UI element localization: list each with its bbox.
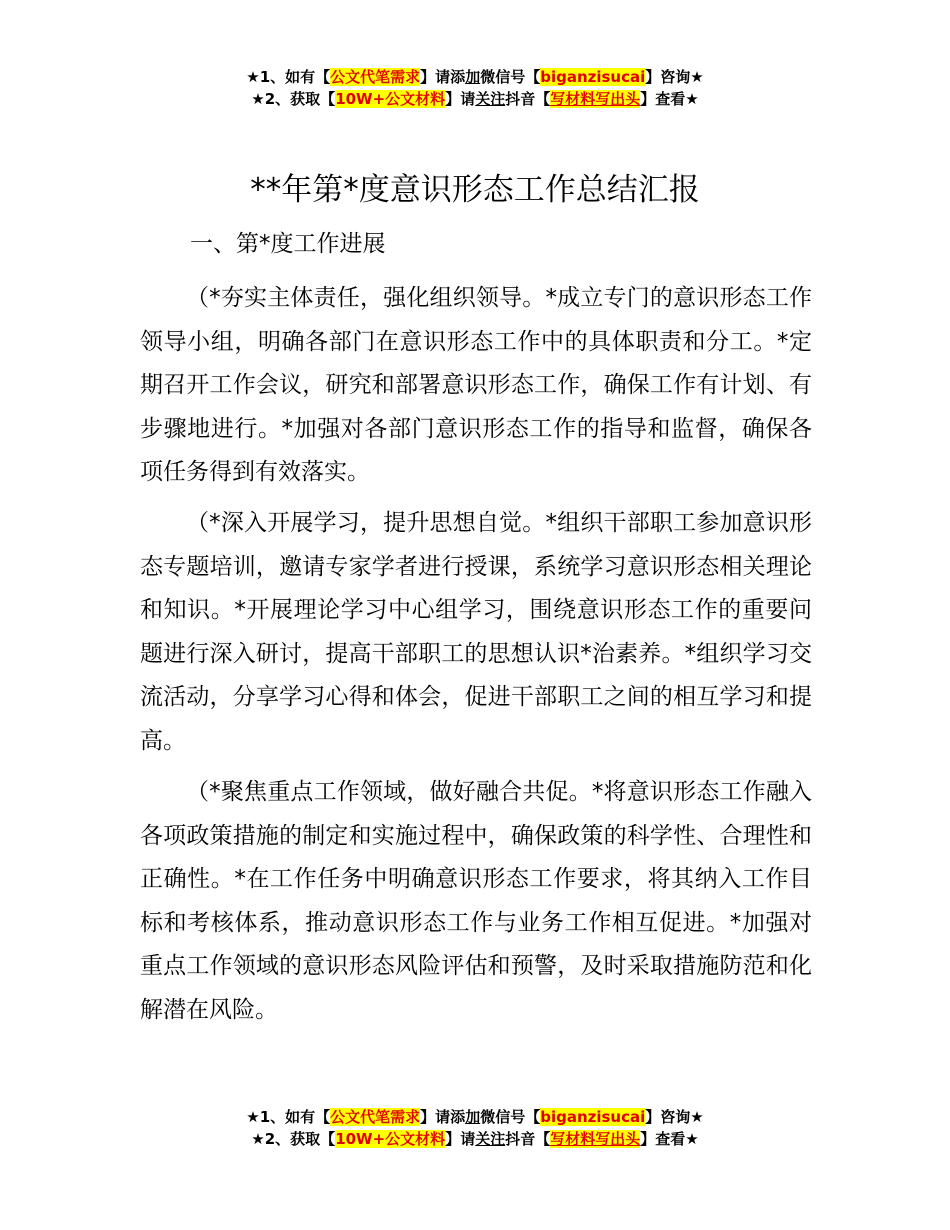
banner-text: 抖音【: [505, 90, 551, 108]
wechat-id-highlight: biganzisucai: [540, 68, 646, 86]
paragraph-2: （*深入开展学习，提升思想自觉。*组织干部职工参加意识形态专题培训，邀请专家学者进行授课，系统学习意识形态相关理论和知识。*开展理论学习中心组学习，围绕意识形态工作的重要问题进行深入研讨，提高干部职工的思想认识*治素养。*组织学习交流活动，分享学习心得和体会，促进干部职工之间的相互学习和提高。: [140, 510, 812, 754]
banner-line-1: [0, 66, 950, 88]
banner-text: ★2、获取【: [251, 90, 336, 108]
banner-text: 加: [465, 1108, 481, 1126]
banner-line-1: [0, 1106, 950, 1128]
footer-banner: [0, 1106, 950, 1150]
banner-line-2: [0, 1128, 950, 1150]
banner-text: 】咨询★: [645, 1108, 704, 1126]
banner-text: 】请: [445, 1130, 476, 1148]
service-highlight: 公文代笔需求: [330, 1108, 421, 1126]
wechat-id-highlight: biganzisucai: [540, 1108, 646, 1126]
banner-text: 】查看★: [640, 1130, 699, 1148]
document-title: **年第*度意识形态工作总结汇报: [250, 172, 700, 208]
banner-text: 关注: [475, 1130, 506, 1148]
banner-text: 抖音【: [505, 1130, 551, 1148]
banner-text: 】请: [445, 90, 476, 108]
douyin-highlight: 写材料写出头: [550, 90, 641, 108]
banner-text: 】查看★: [640, 90, 699, 108]
paragraph-3: （*聚焦重点工作领域，做好融合共促。*将意识形态工作融入各项政策措施的制定和实施过程中，确保政策的科学性、合理性和正确性。*在工作任务中明确意识形态工作要求，将其纳入工作目标和考核体系，推动意识形态工作与业务工作相互促进。*加强对重点工作领域的意识形态风险评估和预警，及时采取措施防范和化解潜在风险。: [140, 779, 812, 1023]
banner-text: 微信号【: [480, 1108, 541, 1126]
banner-line-2: [0, 88, 950, 110]
materials-highlight: 10W+公文材料: [335, 90, 446, 108]
header-banner: [0, 66, 950, 110]
banner-text: ★1、如有【: [246, 68, 331, 86]
banner-text: 微信号【: [480, 68, 541, 86]
banner-text: 】咨询★: [645, 68, 704, 86]
banner-text: ★2、获取【: [251, 1130, 336, 1148]
banner-text: 】请添: [420, 1108, 466, 1126]
banner-text: 关注: [475, 90, 506, 108]
banner-text: 加: [465, 68, 481, 86]
section-heading: 一、第*度工作进展: [190, 231, 386, 257]
banner-text: ★1、如有【: [246, 1108, 331, 1126]
materials-highlight: 10W+公文材料: [335, 1130, 446, 1148]
service-highlight: 公文代笔需求: [330, 68, 421, 86]
paragraph-1: （*夯实主体责任，强化组织领导。*成立专门的意识形态工作领导小组，明确各部门在意识形态工作中的具体职责和分工。*定期召开工作会议，研究和部署意识形态工作，确保工作有计划、有步骤地进行。*加强对各部门意识形态工作的指导和监督，确保各项任务得到有效落实。: [140, 285, 812, 486]
douyin-highlight: 写材料写出头: [550, 1130, 641, 1148]
banner-text: 】请添: [420, 68, 466, 86]
